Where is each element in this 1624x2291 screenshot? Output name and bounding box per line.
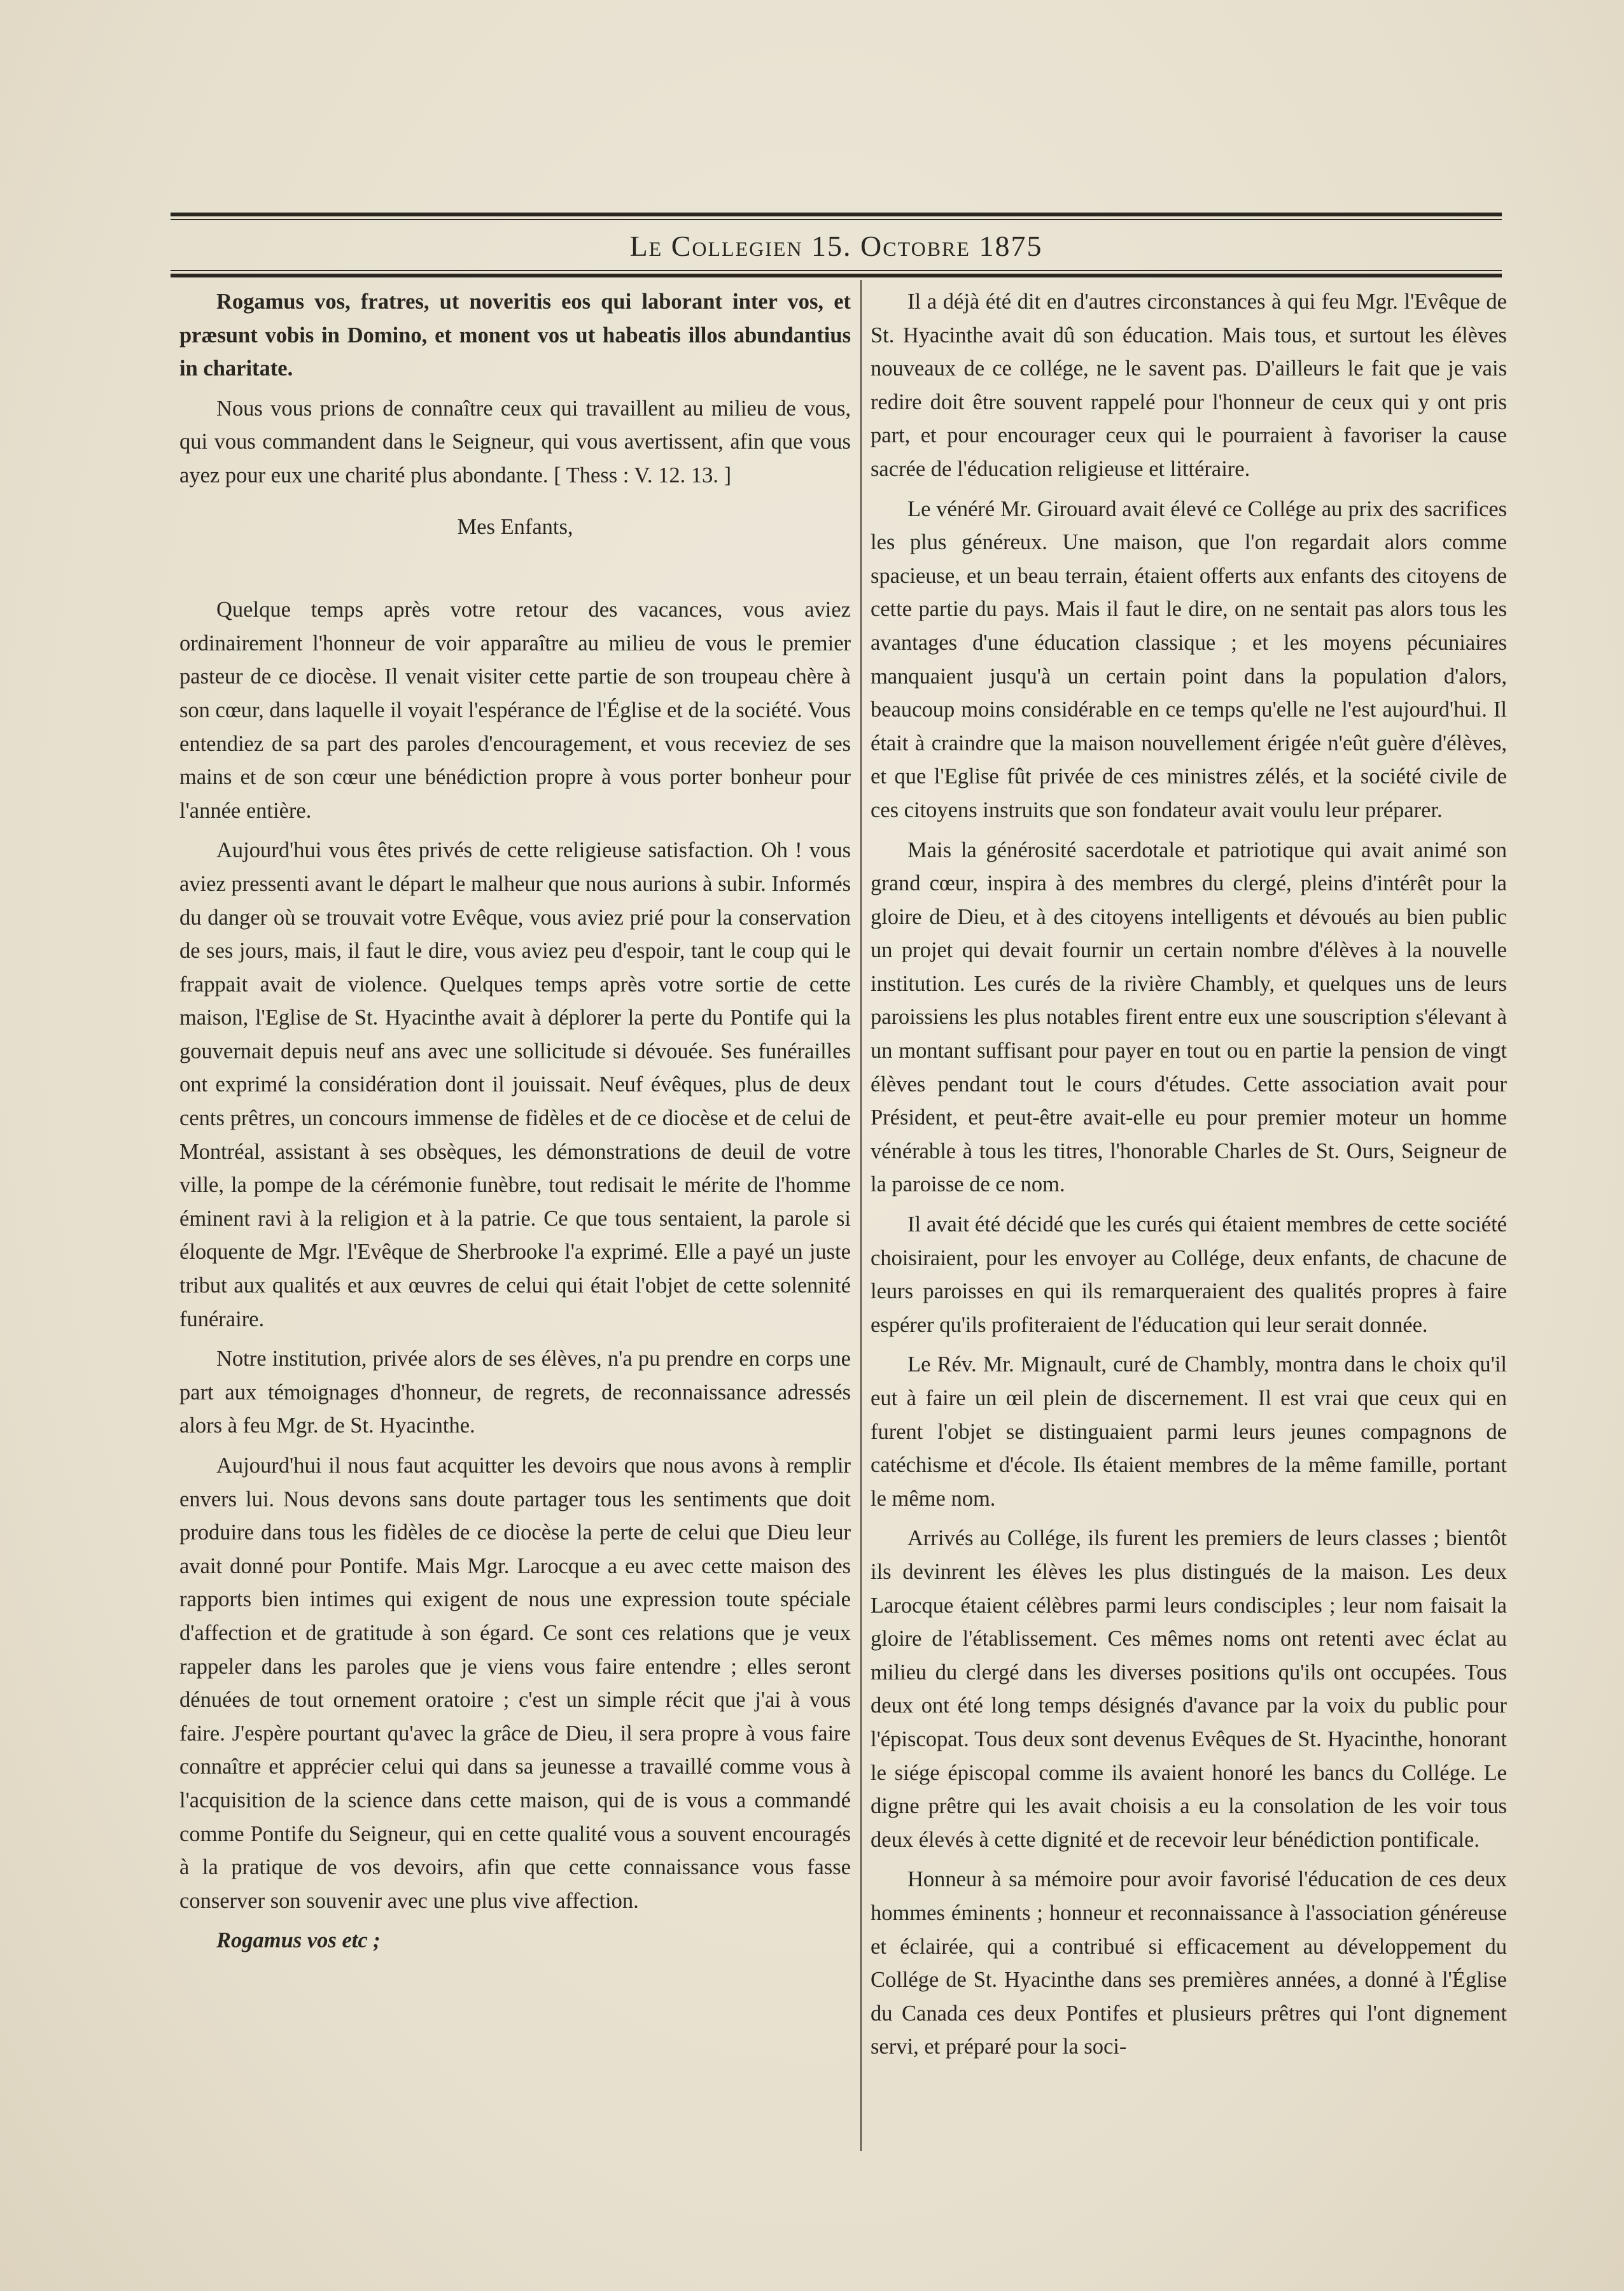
paragraph: Il avait été décidé que les curés qui étaient membres de cette société choisiraient, pour les envoyer au Collége, deux enfants, de chacune de leurs paroisses en qui ils remarqueraient des qualités propres à faire espérer qu'ils profiteraient de l'éducation qui leur serait donnée. <box>871 1212 1507 1337</box>
paragraph: Honneur à sa mémoire pour avoir favorisé l'éducation de ces deux hommes éminents ; honneur et reconnaissance à l'association généreuse et éclairée, qui a contribué si efficacement au développement du Collége de St. Hyacinthe dans ses premières années, a donné à l'Église du Canada ces deux Pontifes et plusieurs prêtres qui l'ont dignement servi, et préparé pour la soci- <box>871 1867 1507 2059</box>
left-column <box>179 285 851 1964</box>
paragraph: Notre institution, privée alors de ses élèves, n'a pu prendre en corps une part aux témoignages d'honneur, de regrets, de reconnaissance adressés alors à feu Mgr. de St. Hyacinthe. <box>179 1347 851 1438</box>
header-bottom-rule <box>171 274 1502 277</box>
closing-line: Rogamus vos etc ; <box>216 1928 381 1953</box>
paragraph: Il a déjà été dit en d'autres circonstances à qui feu Mgr. l'Evêque de St. Hyacinthe avait dû son éducation. Mais tous, et surtout les élèves nouveaux de ce collége, ne le savent pas. D'ailleurs le fait que je vais redire doit être souvent rappelé pour l'honneur de ceux qui y ont pris part, et pour encourager ceux qui le pourraient à favoriser la cause sacrée de l'éducation religieuse et littéraire. <box>871 290 1507 481</box>
latin-epigraph: Rogamus vos, fratres, ut noveritis eos qui laborant inter vos, et præsunt vobis in Domino, et monent vos ut habeatis illos abundantius in charitate. <box>179 290 851 381</box>
french-epigraph <box>179 392 851 493</box>
right-column <box>871 285 1507 2070</box>
paragraph: Le vénéré Mr. Girouard avait élevé ce Collége au prix des sacrifices les plus généreux. Une maison, que l'on regardait alors comme spacieuse, et un beau terrain, étaient offerts aux enfants des citoyens de cette partie du pays. Mais il faut le dire, on ne sentait pas alors tous les avantages d'une éducation classique ; et les moyens pécuniaires manquaient jusqu'à un certain point dans la population d'alors, beaucoup moins considérable en ce temps qu'elle ne l'est aujourd'hui. Il était à craindre que la maison nouvellement érigée n'eût guère d'élèves, et que l'Eglise fût privée de ces ministres zélés, et la société civile de ces citoyens instruits que son fondateur avait voulu leur préparer. <box>871 496 1507 822</box>
paragraph: Arrivés au Collége, ils furent les premiers de leurs classes ; bientôt ils devinrent les élèves les plus distingués de la maison. Les deux Larocque étaient célèbres parmi leurs condisciples ; leur nom faisait la gloire de l'établissement. Ces mêmes noms ont retenti avec éclat au milieu du clergé dans les diverses positions qu'ils ont occupées. Tous deux ont été long temps désignés d'avance par la voix du public pour l'épiscopat. Tous deux sont devenus Evêques de St. Hyacinthe, honorant le siége épiscopal comme ils avaient honoré les bancs du Collége. Le digne prêtre qui les avait choisis a eu la consolation de les voir tous deux élevés à cette dignité et de recevoir leur bénédiction pontificale. <box>871 1526 1507 1852</box>
greeting: Mes Enfants, <box>457 514 573 539</box>
paragraph: Aujourd'hui il nous faut acquitter les devoirs que nous avons à remplir envers lui. Nous devons sans doute partager tous les sentiments que doit produire dans tous les fidèles de ce diocèse la perte de celui que Dieu leur avait donné pour Pontife. Mais Mgr. Larocque a eu avec cette maison des rapports bien intimes qui exigent de nous une expression toute spéciale d'affection et de gratitude à son égard. Ce sont ces relations que je veux rappeler dans les paroles que je viens vous faire entendre ; elles seront dénuées de tout ornement oratoire ; c'est un simple récit que j'ai à vous faire. J'espère pourtant qu'avec la grâce de Dieu, il sera propre à vous faire connaître et apprécier celui qui dans sa jeunesse a travaillé comme vous à l'acquisition de la science dans cette maison, qui de is vous a commandé comme Pontife du Seigneur, qui en cette qualité vous a souvent encouragés à la pratique de vos devoirs, afin que cette connaissance vous fasse conserver son souvenir avec une plus vive affection. <box>179 1454 851 1913</box>
paragraph: Mais la générosité sacerdotale et patriotique qui avait animé son grand cœur, inspira à des membres du clergé, pleins d'intérêt pour la gloire de Dieu, et à des citoyens intelligents et dévoués au bien public un projet qui devait fournir un certain nombre d'élèves à la nouvelle institution. Les curés de la rivière Chambly, et quelques uns de leurs paroissiens les plus notables firent entre eux une souscription s'élevant à un montant suffisant pour payer en tout ou en partie la pension de vingt élèves pendant tout le cours d'études. Cette association avait pour Président, et peut-être avait-elle eu pour premier moteur un homme vénérable à tous les titres, l'honorable Charles de St. Ours, Seigneur de la paroisse de ce nom. <box>871 837 1507 1197</box>
header-top-thin-rule <box>171 219 1502 220</box>
citation: [ Thess : V. 12. 13. ] <box>554 463 732 487</box>
page-header-title: Le Collegien 15. Octobre 1875 <box>629 230 1043 262</box>
paragraph: Le Rév. Mr. Mignault, curé de Chambly, montra dans le choix qu'il eut à faire un œil plein de discernement. Il est vrai que ceux qui en furent l'objet se distinguaient parmi leurs jeunes compagnons de catéchisme et d'école. Ils étaient membres de la même famille, portant le même nom. <box>871 1352 1507 1511</box>
column-divider <box>860 280 862 2151</box>
header-top-rule <box>171 213 1502 216</box>
paragraph: Aujourd'hui vous êtes privés de cette religieuse satisfaction. Oh ! vous aviez pressenti avant le départ le malheur que nous aurions à subir. Informés du danger où se trouvait votre Evêque, vous aviez prié pour la conservation de ses jours, mais, il faut le dire, vous aviez peu d'espoir, tant le coup qui le frappait avait de violence. Quelques temps après votre sortie de cette maison, l'Eglise de St. Hyacinthe avait à déplorer la perte du Pontife qui la gouvernait depuis neuf ans avec une sollicitude si dévouée. Ses funérailles ont exprimé la considération dont il jouissait. Neuf évêques, plus de deux cents prêtres, un concours immense de fidèles et de ce diocèse et de celui de Montréal, assistant à ses obsèques, les démonstrations de deuil de votre ville, la pompe de la cérémonie funèbre, tout redisait le mérite de l'homme éminent ravi à la religion et à la patrie. Ce que tous sentaient, la parole si éloquente de Mgr. l'Evêque de Sherbrooke l'a exprimé. Elle a payé un juste tribut aux qualités et aux œuvres de celui qui était l'objet de cette solennité funéraire. <box>179 838 851 1331</box>
header-bottom-thin-rule <box>171 270 1502 271</box>
french-epigraph-text: Nous vous prions de connaître ceux qui travaillent au milieu de vous, qui vous commandent dans le Seigneur, qui vous avertissent, afin que vous ayez pour eux une charité plus abondante. <box>179 396 851 487</box>
paragraph: Quelque temps après votre retour des vacances, vous aviez ordinairement l'honneur de voir apparaître au milieu de vous le premier pasteur de ce diocèse. Il venait visiter cette partie de son troupeau chère à son cœur, dans laquelle il voyait l'espérance de l'Église et de la société. Vous entendiez de sa part des paroles d'encouragement, et vous receviez de ses mains et de son cœur une bénédiction propre à vous porter bonheur pour l'année entière. <box>179 598 851 823</box>
